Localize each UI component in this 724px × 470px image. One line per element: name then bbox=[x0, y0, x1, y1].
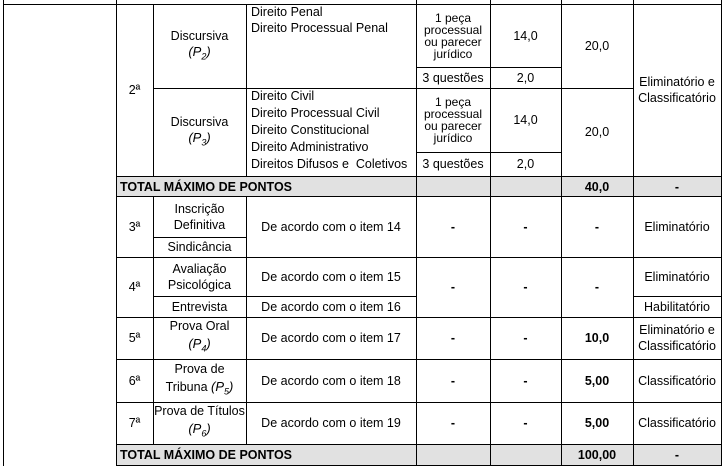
exam-name: Prova Oral bbox=[169, 319, 230, 334]
subject: Direitos Difusos e Coletivos bbox=[251, 157, 408, 171]
total-points: 10,0 bbox=[584, 331, 610, 345]
subject: Direito Civil bbox=[251, 89, 315, 103]
item-points: 2,0 bbox=[516, 70, 535, 85]
exam-name-p3 bbox=[153, 88, 246, 176]
sub-stage: Inscrição Definitiva bbox=[173, 201, 226, 232]
dash: - bbox=[450, 373, 456, 388]
stage-number: 7ª bbox=[128, 416, 141, 430]
exam-code: $(P_4)$ bbox=[188, 336, 211, 354]
stage-desc: De acordo com o item 18 bbox=[261, 373, 401, 388]
total-value: 40,0 bbox=[584, 179, 610, 194]
sub-stage: Sindicância bbox=[167, 240, 232, 254]
subject: Direito Constitucional bbox=[251, 123, 370, 137]
stage-number: 3ª bbox=[128, 219, 141, 234]
dash: - bbox=[523, 280, 528, 294]
total-points: 5,00 bbox=[584, 373, 610, 388]
dash: - bbox=[523, 373, 528, 388]
sub-stage: Avaliação Psicológica bbox=[167, 261, 232, 292]
stage-number: 4ª bbox=[128, 280, 141, 294]
stage-desc: De acordo com o item 15 bbox=[261, 269, 401, 284]
total-character: - bbox=[674, 448, 680, 462]
grid-line bbox=[3, 0, 4, 466]
dash: - bbox=[523, 331, 528, 345]
dash: - bbox=[450, 331, 456, 345]
dash: - bbox=[523, 219, 528, 234]
total-label: TOTAL MÁXIMO DE PONTOS bbox=[120, 448, 293, 462]
exam-name: Prova de Títulos bbox=[154, 404, 245, 419]
total-label: TOTAL MÁXIMO DE PONTOS bbox=[120, 179, 293, 194]
exam-name: Discursiva bbox=[170, 28, 229, 43]
exam-code: $(P_2)$ bbox=[188, 43, 211, 62]
stage-desc: De acordo com o item 19 bbox=[261, 416, 401, 430]
subject: Direito Processual Penal bbox=[251, 21, 388, 35]
dash: - bbox=[450, 416, 456, 430]
stage-character: Eliminatório bbox=[644, 269, 710, 284]
exam-name-p4 bbox=[153, 317, 246, 359]
dash: - bbox=[450, 219, 456, 234]
exam-name-line2: Tribuna $(P_5)$ bbox=[165, 378, 234, 397]
subject: Direito Processual Civil bbox=[251, 106, 380, 120]
dash: - bbox=[523, 416, 528, 430]
subjects-p2 bbox=[251, 4, 416, 88]
item-points: 14,0 bbox=[513, 113, 538, 127]
total-points: 20,0 bbox=[584, 39, 610, 53]
total-points: 20,0 bbox=[584, 125, 610, 139]
grid-line bbox=[116, 465, 722, 466]
stage-number: 2ª bbox=[128, 83, 141, 97]
exam-name-p5 bbox=[153, 359, 246, 402]
exam-name-p2 bbox=[153, 4, 246, 88]
item-desc: 1 peça processual ou parecer jurídico bbox=[423, 10, 483, 61]
item-points: 2,0 bbox=[516, 157, 535, 171]
total-points: 5,00 bbox=[584, 416, 610, 430]
stage-character: Classificatório bbox=[638, 416, 716, 430]
stage-character: Eliminatório e Classificatório bbox=[638, 75, 716, 105]
grid-line bbox=[246, 4, 247, 177]
exam-code: $(P_3)$ bbox=[188, 129, 211, 148]
exam-name-p6 bbox=[153, 402, 246, 444]
stage-number: 5ª bbox=[128, 331, 141, 345]
subjects-p3 bbox=[251, 88, 416, 176]
stage-desc: De acordo com o item 14 bbox=[261, 219, 401, 234]
total-character: - bbox=[674, 179, 680, 194]
stage-desc: De acordo com o item 17 bbox=[261, 331, 401, 345]
subject: Direito Penal bbox=[251, 5, 323, 19]
stage-character: Habilitatório bbox=[643, 299, 710, 314]
exam-name: Prova de bbox=[174, 361, 225, 376]
item-desc: 1 peça processual ou parecer jurídico bbox=[423, 95, 483, 145]
item-desc: 3 questões bbox=[422, 70, 484, 85]
stage-desc: De acordo com o item 16 bbox=[261, 299, 401, 314]
dash: - bbox=[450, 280, 456, 294]
item-points: 14,0 bbox=[513, 28, 538, 43]
stage-character: Eliminatório bbox=[644, 219, 710, 234]
subject: Direito Administrativo bbox=[251, 140, 369, 154]
total-value: 100,00 bbox=[577, 448, 617, 462]
stage-number: 6ª bbox=[128, 373, 141, 388]
dash: - bbox=[594, 280, 600, 294]
dash: - bbox=[594, 219, 600, 234]
exam-code: $(P_6)$ bbox=[188, 421, 211, 439]
exam-name: Discursiva bbox=[170, 114, 229, 129]
grid-line bbox=[721, 0, 722, 466]
stage-character: Eliminatório e Classificatório bbox=[638, 323, 716, 353]
sub-stage: Entrevista bbox=[171, 299, 228, 314]
item-desc: 3 questões bbox=[422, 157, 484, 171]
stage-character: Classificatório bbox=[638, 373, 716, 388]
